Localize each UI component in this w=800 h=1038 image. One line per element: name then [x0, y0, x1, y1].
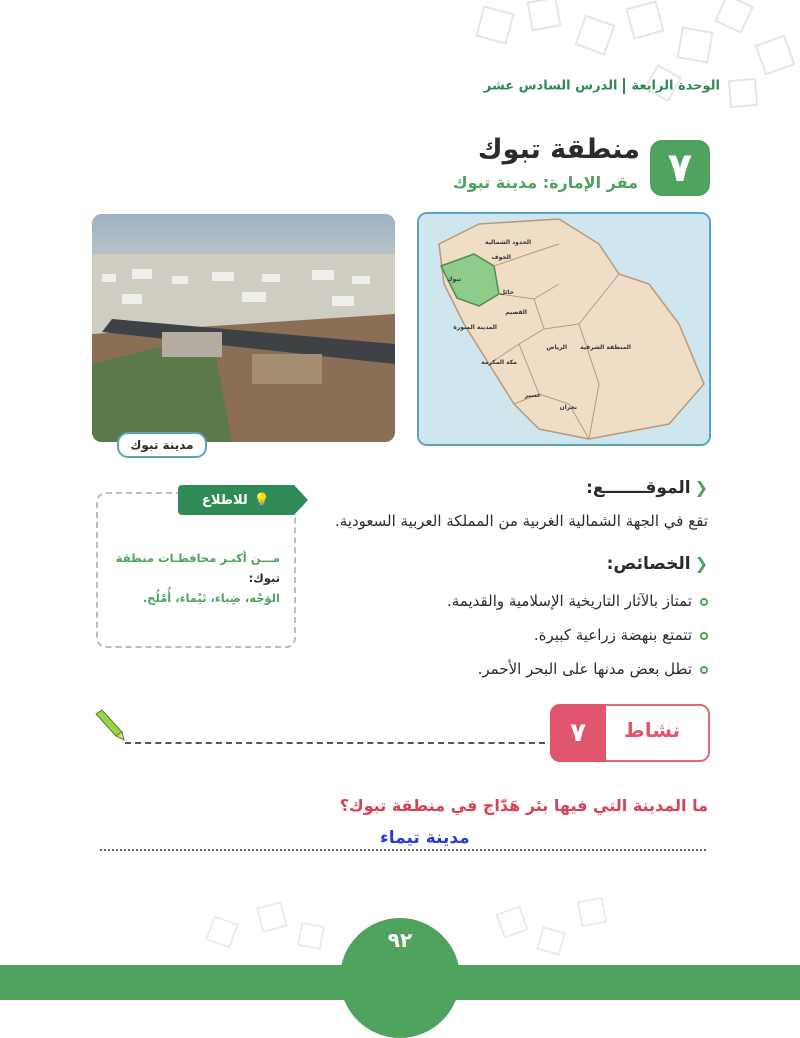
feature-item-text: تتمتع بنهضة زراعية كبيرة. [533, 626, 692, 644]
bullet-icon [700, 598, 708, 606]
location-text: تقع في الجهة الشمالية الغربية من المملكة العربية السعودية. [334, 512, 708, 530]
region-subtitle: مقر الإمارة: مدينة تبوك [452, 173, 638, 192]
map-label: مكة المكرمة [481, 359, 517, 366]
features-heading-text: الخصائص: [606, 554, 691, 574]
info-line-2: تبوك: [248, 571, 280, 585]
header-separator [623, 78, 625, 94]
activity-label: نشاط [623, 718, 681, 742]
saudi-map-graphic [419, 214, 709, 444]
map-label: القصيم [505, 309, 527, 316]
location-heading [586, 478, 708, 498]
map-label: الرياض [546, 344, 567, 351]
info-tag [178, 485, 294, 515]
city-aerial-graphic [92, 214, 395, 442]
info-body [110, 548, 280, 608]
lightbulb-icon: 💡 [253, 492, 270, 508]
map-label: الحدود الشمالية [484, 239, 531, 246]
arrow-icon: ❮ [694, 478, 708, 497]
feature-item [447, 592, 708, 610]
info-tag-label: للاطلاع [202, 492, 248, 508]
map-label: نجران [559, 404, 577, 411]
map-label: الجوف [491, 254, 511, 261]
map-label: حائل [499, 289, 514, 296]
activity-answer: مدينة تيماء [380, 828, 470, 848]
feature-item-text: تمتاز بالآثار التاريخية الإسلامية والقديمة. [447, 592, 692, 610]
section-number-badge: ٧ [650, 140, 710, 196]
feature-item [478, 660, 708, 678]
activity-question: ما المدينة التي فيها بئر هَدّاج في منطقة تبوك؟ [339, 796, 708, 815]
footer-bar [0, 965, 800, 1000]
info-line-3: الوَجْه، ضِباء، تَيْماء، أُمْلُج. [142, 591, 280, 605]
info-line-1: مـــن أكبـر محافظـات منطقة [115, 551, 280, 565]
lesson-label: الدرس السادس عشر [483, 78, 618, 94]
feature-item [534, 626, 708, 644]
arrow-icon: ❮ [694, 554, 708, 573]
city-caption: مدينة تبوك [117, 432, 207, 458]
bullet-icon [700, 632, 708, 640]
unit-label: الوحدة الرابعة [631, 78, 720, 94]
map-label: المنطقة الشرقية [580, 344, 631, 351]
lesson-header [484, 78, 720, 94]
city-photo [92, 214, 395, 442]
activity-number: ٧ [550, 704, 606, 762]
page-number: ٩٢ [387, 928, 413, 952]
location-heading-text: الموقـــــــع: [586, 478, 691, 498]
bullet-icon [700, 666, 708, 674]
features-heading [607, 554, 708, 574]
region-title: منطقة تبوك [477, 134, 640, 165]
feature-item-text: تطل بعض مدنها على البحر الأحمر. [477, 660, 692, 678]
dashed-divider [125, 742, 545, 744]
region-map-image [417, 212, 711, 446]
pencil-icon [92, 708, 126, 742]
map-label: تبوك [447, 276, 461, 283]
map-label: المدينة المنورة [453, 324, 497, 331]
decorative-tiles [420, 0, 800, 120]
answer-dotted-line [100, 849, 706, 851]
map-label: عسير [524, 392, 541, 399]
